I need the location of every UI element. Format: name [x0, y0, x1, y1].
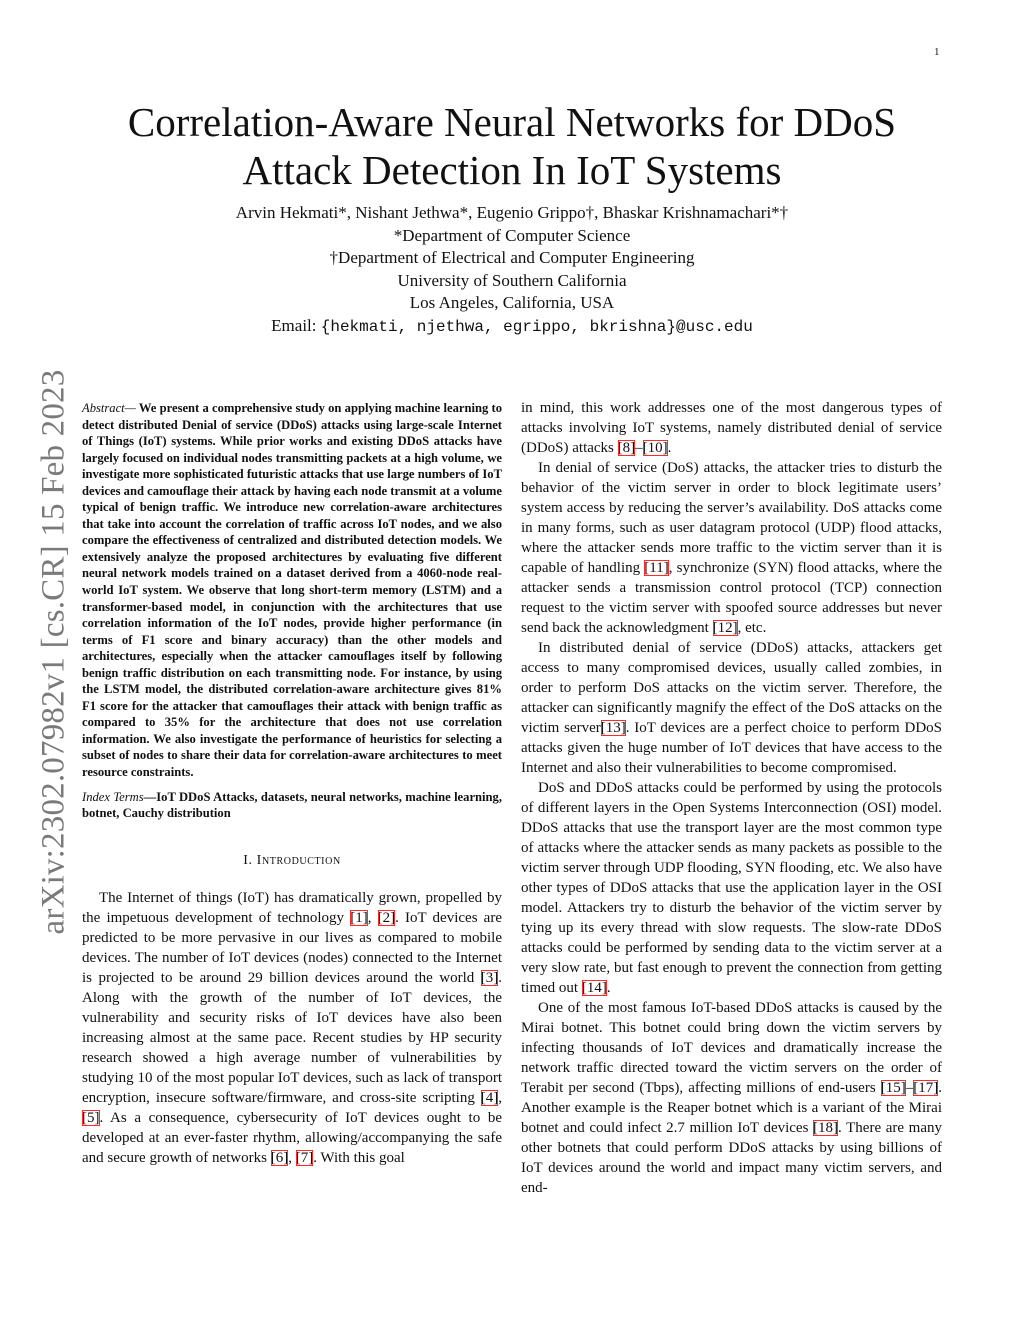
abstract-label: Abstract— [82, 401, 136, 415]
paragraph-text: In denial of service (DoS) attacks, the attacker tries to disturb the behavior of the victim server in order to block legitimate users’ system access by reducing the server’s availability. DoS attacks come in many forms, such as user datagram protocol (UDP) flood attacks, where the attacker sends more traffic to the victim server than it is capable of handling [521, 460, 942, 576]
abstract [82, 400, 502, 781]
dos-paragraph [521, 458, 942, 638]
paragraph-text: , [367, 909, 378, 926]
index-terms-label: Index Terms [82, 789, 144, 804]
paragraph-text: , etc. [737, 620, 767, 636]
paragraph-text: . With this goal [313, 1149, 405, 1166]
paragraph-text: One of the most famous IoT-based DDoS attacks is caused by the Mirai botnet. This botnet could bring down the victim servers by infecting thousands of IoT devices and dramatically increase the network traffic directed toward the victim servers on the order of Terabit per second (Tbps), affecting millions of end-users [521, 1000, 942, 1096]
paragraph-text: , [498, 1089, 502, 1106]
paragraph-text: . IoT devices are predicted to be more pervasive in our lives as compared to mobile devices. The number of IoT devices (nodes) connected to the Internet is projected to be around 29 billion devices around the world [82, 909, 502, 986]
affiliation-cs: *Department of Computer Science [393, 225, 631, 245]
index-terms-text: —IoT DDoS Attacks, datasets, neural networks, machine learning, botnet, Cauchy distribution [82, 789, 502, 821]
osi-paragraph [521, 778, 942, 998]
author-block [100, 202, 924, 338]
paragraph-text: . [606, 980, 611, 996]
citation-link[interactable]: [6] [270, 1149, 289, 1166]
title-line-2: Attack Detection In IoT Systems [242, 147, 782, 193]
right-column [521, 398, 942, 1198]
citation-link[interactable]: [10] [642, 440, 668, 456]
paragraph-text: . There are many other botnets that could perform DDoS attacks by using billions of IoT devices around the world and impact many victim servers, and end- [521, 1120, 942, 1196]
citation-link[interactable]: [13] [600, 720, 626, 736]
citation-link[interactable]: [7] [295, 1149, 314, 1166]
paragraph-text: , synchronize (SYN) flood attacks, where the attacker sends a transmission control protocol (TCP) connection request to the victim server with spoofed source addresses but never send back the acknowledgment [521, 560, 942, 636]
citation-link[interactable]: [11] [644, 560, 669, 576]
paragraph-text: in mind, this work addresses one of the most dangerous types of attacks involving IoT systems, namely distributed denial of service (DDoS) attacks [521, 400, 942, 456]
paragraph-text: . Another example is the Reaper botnet which is a variant of the Mirai botnet and could infect 2.7 million IoT devices [521, 1080, 942, 1136]
paper-title [100, 98, 924, 194]
email-addresses[interactable]: {hekmati, njethwa, egrippo, bkrishna}@usc.edu [320, 317, 753, 336]
citation-link[interactable]: [12] [712, 620, 738, 636]
title-line-1: Correlation-Aware Neural Networks for DDoS [127, 99, 897, 145]
paragraph-text: DoS and DDoS attacks could be performed by using the protocols of different layers in the Open Systems Interconnection (OSI) model. DDoS attacks that use the transport layer are the most common type of attacks where the attacker sends as many packets as possible to the victim server through UDP flooding, SYN flooding, etc. We also have other types of DDoS attacks that use the application layer in the OSI model. Attackers try to disturb the behavior of the victim server by tying up its every thread with slow requests. The slow-rate DDoS attacks could be performed by sending data to the victim server at a very slow rate, but fast enough to prevent the connection from getting timed out [521, 780, 942, 996]
email-label: Email: [271, 315, 321, 335]
citation-link[interactable]: [17] [913, 1080, 939, 1096]
intro-paragraph [82, 888, 502, 1168]
index-terms [82, 789, 502, 822]
mirai-paragraph [521, 998, 942, 1198]
paragraph-text: In distributed denial of service (DDoS) attacks, attackers get access to many compromised devices, usually called zombies, in order to perform DoS attacks on the victim server. Therefore, the attacker can significantly magnify the effect of the DoS attacks on the victim server [521, 640, 942, 736]
paragraph-text: . IoT devices are a perfect choice to perform DDoS attacks given the huge number of IoT devices that have access to the Internet and also their vulnerabilities to become compromised. [521, 720, 942, 776]
citation-link[interactable]: [5] [82, 1109, 100, 1126]
citation-link[interactable]: [8] [617, 440, 636, 456]
affiliation-ece: †Department of Electrical and Computer Engineering [329, 248, 695, 267]
affiliation-location: Los Angeles, California, USA [409, 293, 615, 312]
arxiv-stamp[interactable]: arXiv:2302.07982v1 [cs.CR] 15 Feb 2023 [35, 369, 72, 935]
citation-link[interactable]: [4] [480, 1089, 499, 1106]
section-heading-introduction: I. Introduction [243, 852, 341, 868]
paragraph-text: . As a consequence, cybersecurity of IoT devices ought to be developed at an ever-faster rhythm, allowing/accompanying the safe and secure growth of networks [82, 1109, 502, 1166]
paragraph-text: . [667, 440, 672, 456]
abstract-text: We present a comprehensive study on applying machine learning to detect distributed Denial of service (DDoS) attacks using large-scale Internet of Things (IoT) systems. While prior works and existing DDoS attacks have largely focused on individual nodes transmitting packets at a high volume, we investigate more sophisticated futuristic attacks that use large numbers of IoT devices and camouflage their attack by having each node transmit at a volume typical of benign traffic. We introduce new correlation-aware architectures that take into account the correlation of traffic across IoT nodes, and we also compare the effectiveness of centralized and distributed detection models. We extensively analyze the proposed architectures by evaluating five different neural network models trained on a dataset derived from a 4060-node real-world IoT system. We observe that long short-term memory (LSTM) and a transformer-based model, in conjunction with the architectures that use correlation information of the IoT nodes, provide higher performance (in terms of F1 score and binary accuracy) than the other models and architectures, especially when the attacker camouflages itself by following benign traffic distribution on each transmitting node. For instance, by using the LSTM model, the distributed correlation-aware architecture gives 81% F1 score for the attacker that camouflages their attack with benign traffic as compared to 35% for the architecture that does not use correlation information. We also investigate the performance of heuristics for selecting a subset of nodes to share their data for correlation-aware architectures to meet resource constraints. [82, 401, 502, 780]
ddos-paragraph [521, 638, 942, 778]
email-line [100, 315, 924, 339]
affiliation-university: University of Southern California [397, 270, 627, 290]
citation-link[interactable]: [2] [377, 909, 396, 926]
citation-link[interactable]: [15] [880, 1080, 906, 1096]
citation-link[interactable]: [1] [350, 909, 368, 926]
paragraph-text: – [905, 1080, 914, 1096]
citation-link[interactable]: [18] [813, 1120, 839, 1136]
citation-link[interactable]: [14] [581, 980, 607, 996]
intro-paragraph-continued [521, 398, 942, 458]
paragraph-text: . Along with the growth of the number of IoT devices, the vulnerability and security risks of IoT devices have also been increasing almost at the same pace. Recent studies by HP security research showed a high average number of vulnerabilities by studying 10 of the most popular IoT devices, such as lack of transport encryption, insecure software/firmware, and cross-site scripting [82, 969, 502, 1106]
left-column [82, 400, 502, 1168]
paragraph-text: – [635, 440, 643, 456]
paragraph-text: , [288, 1149, 296, 1166]
author-names: Arvin Hekmati*, Nishant Jethwa*, Eugenio Grippo†, Bhaskar Krishnamachari*† [235, 203, 789, 222]
citation-link[interactable]: [3] [480, 969, 499, 986]
paragraph-text: The Internet of things (IoT) has dramatically grown, propelled by the impetuous development of technology [82, 889, 502, 926]
page-number: 1 [934, 46, 940, 58]
